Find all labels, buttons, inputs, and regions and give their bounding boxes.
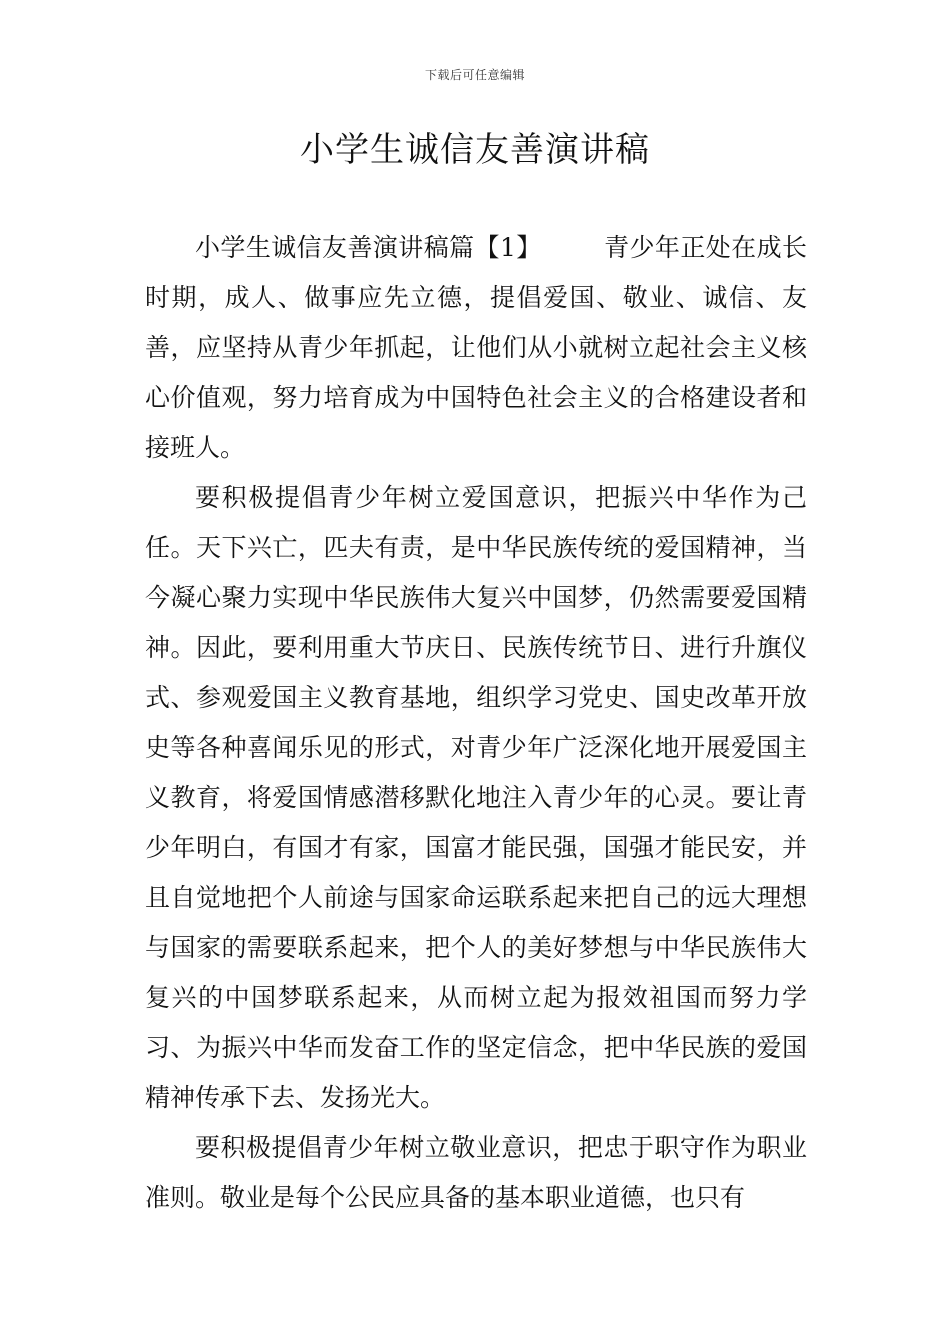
section-label: 小学生诚信友善演讲稿篇【1】	[195, 233, 542, 262]
paragraph-1	[145, 223, 807, 473]
header-note: 下载后可任意编辑	[424, 68, 525, 82]
paragraph-3: 要积极提倡青少年树立敬业意识，把忠于职守作为职业准则。敬业是每个公民应具备的基本职业道德，也只有	[145, 1133, 807, 1212]
document-body	[145, 223, 807, 1223]
paragraph-2: 要积极提倡青少年树立爱国意识，把振兴中华作为己任。天下兴亡，匹夫有责，是中华民族传统的爱国精神，当今凝心聚力实现中华民族伟大复兴中国梦，仍然需要爱国精神。因此，要利用重大节庆日、民族传统节日、进行升旗仪式、参观爱国主义教育基地，组织学习党史、国史改革开放史等各种喜闻乐见的形式，对青少年广泛深化地开展爱国主义教育，将爱国情感潜移默化地注入青少年的心灵。要让青少年明白，有国才有家，国富才能民强，国强才能民安，并且自觉地把个人前途与国家命运联系起来把自己的远大理想与国家的需要联系起来，把个人的美好梦想与中华民族伟大复兴的中国梦联系起来，从而树立起为报效祖国而努力学习、为振兴中华而发奋工作的坚定信念，把中华民族的爱国精神传承下去、发扬光大。	[145, 483, 807, 1112]
paragraph-1-text: 青少年正处在成长时期，成人、做事应先立德，提倡爱国、敬业、诚信、友善，应坚持从青少年抓起，让他们从小就树立起社会主义核心价值观，努力培育成为中国特色社会主义的合格建设者和接班人。	[145, 233, 807, 462]
document-title: 小学生诚信友善演讲稿	[300, 130, 650, 170]
